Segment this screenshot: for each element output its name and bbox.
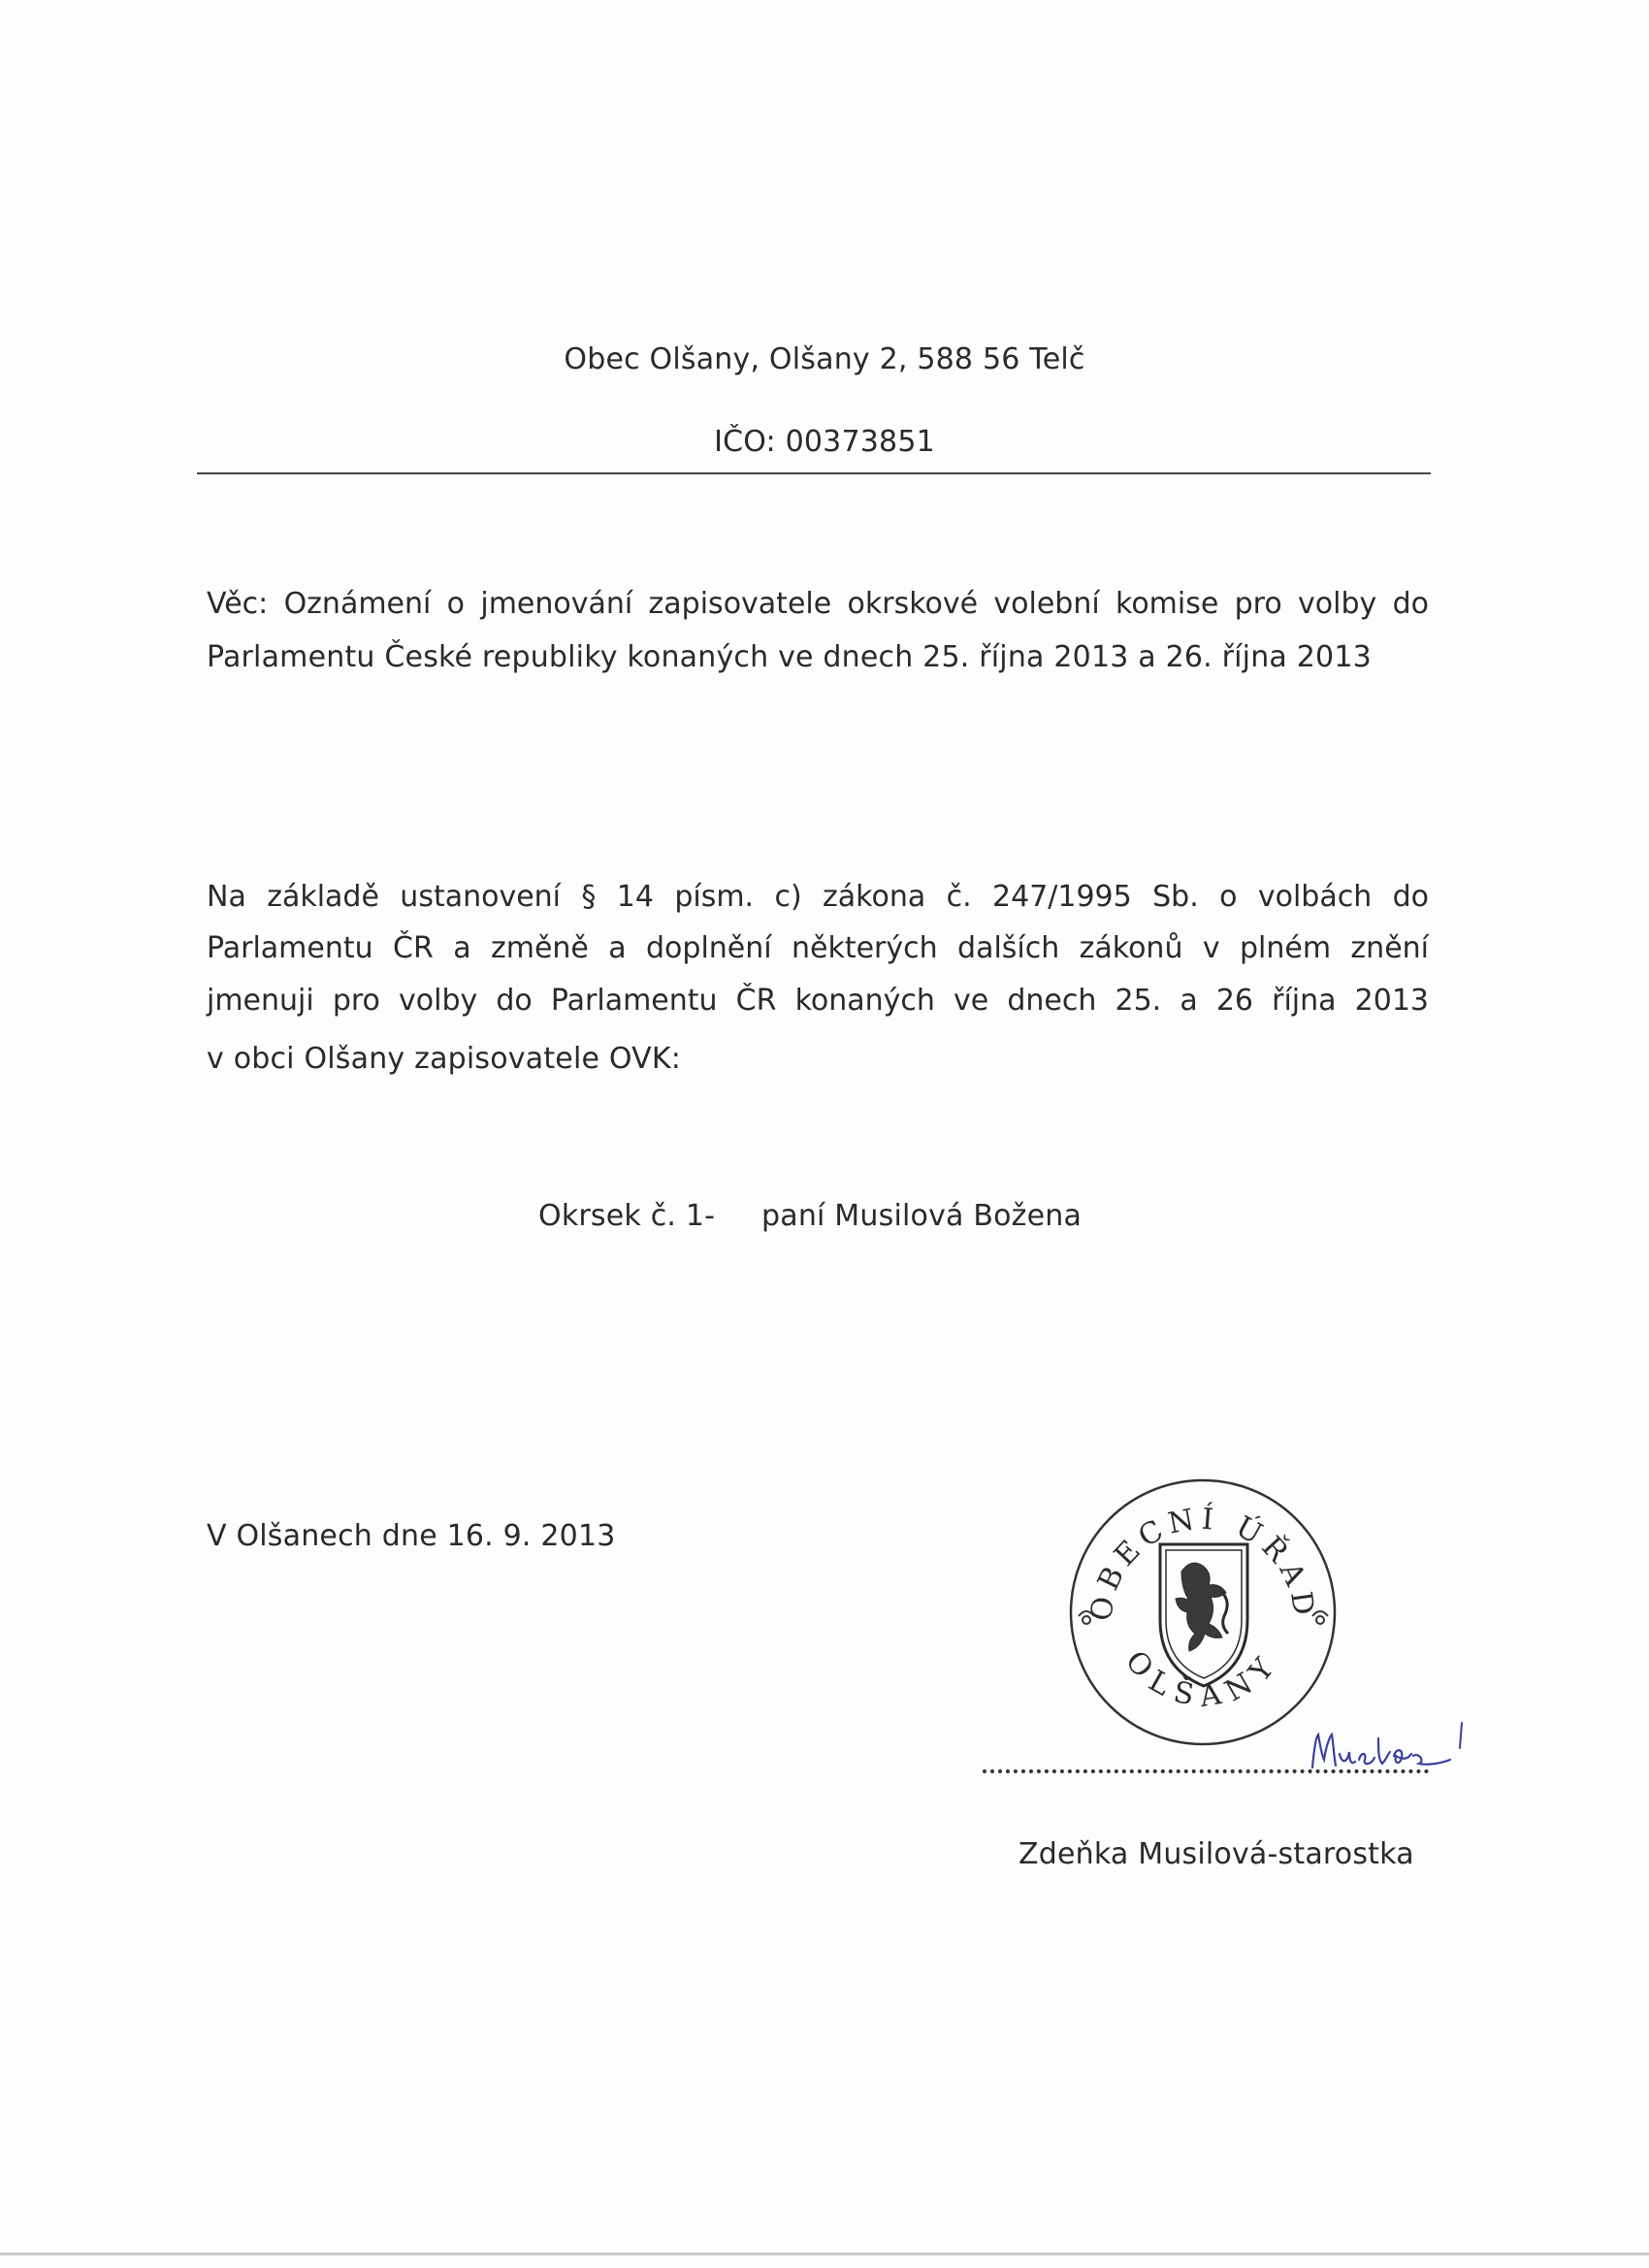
municipal-stamp xyxy=(1065,1474,1342,1751)
svg-text:OBECNÍ ÚŘAD: OBECNÍ ÚŘAD xyxy=(1084,1502,1321,1624)
body-line-4: v obci Olšany zapisovatele OVK: xyxy=(207,1042,682,1076)
subject-line-2: Parlamentu České republiky konaných ve dnech 25. října 2013 a 26. října 2013 xyxy=(207,640,1372,674)
handwritten-signature xyxy=(1305,1717,1474,1775)
place-and-date: V Olšanech dne 16. 9. 2013 xyxy=(207,1519,616,1553)
svg-text:OLŠANY: OLŠANY xyxy=(1117,1644,1287,1715)
signatory-name: Zdeňka Musilová-starostka xyxy=(1018,1837,1414,1871)
subject-line-1: Věc: Oznámení o jmenování zapisovatele okrskové volební komise pro volby do xyxy=(207,587,1429,621)
header-divider xyxy=(197,472,1431,474)
signature-dotted-line xyxy=(983,1769,1429,1773)
municipality-address: Obec Olšany, Olšany 2, 588 56 Telč xyxy=(564,342,1085,376)
ico-number: IČO: 00373851 xyxy=(714,425,935,459)
district-clerk-name: paní Musilová Božena xyxy=(761,1199,1083,1233)
district-label: Okrsek č. 1- xyxy=(538,1199,716,1233)
body-line-3: jmenuji pro volby do Parlamentu ČR konaných ve dnech 25. a 26 října 2013 xyxy=(207,984,1429,1018)
body-line-2: Parlamentu ČR a změně a doplnění některých dalších zákonů v plném znění xyxy=(207,931,1429,965)
scan-edge xyxy=(0,2252,1649,2255)
body-line-1: Na základě ustanovení § 14 písm. c) zákona č. 247/1995 Sb. o volbách do xyxy=(207,880,1429,914)
